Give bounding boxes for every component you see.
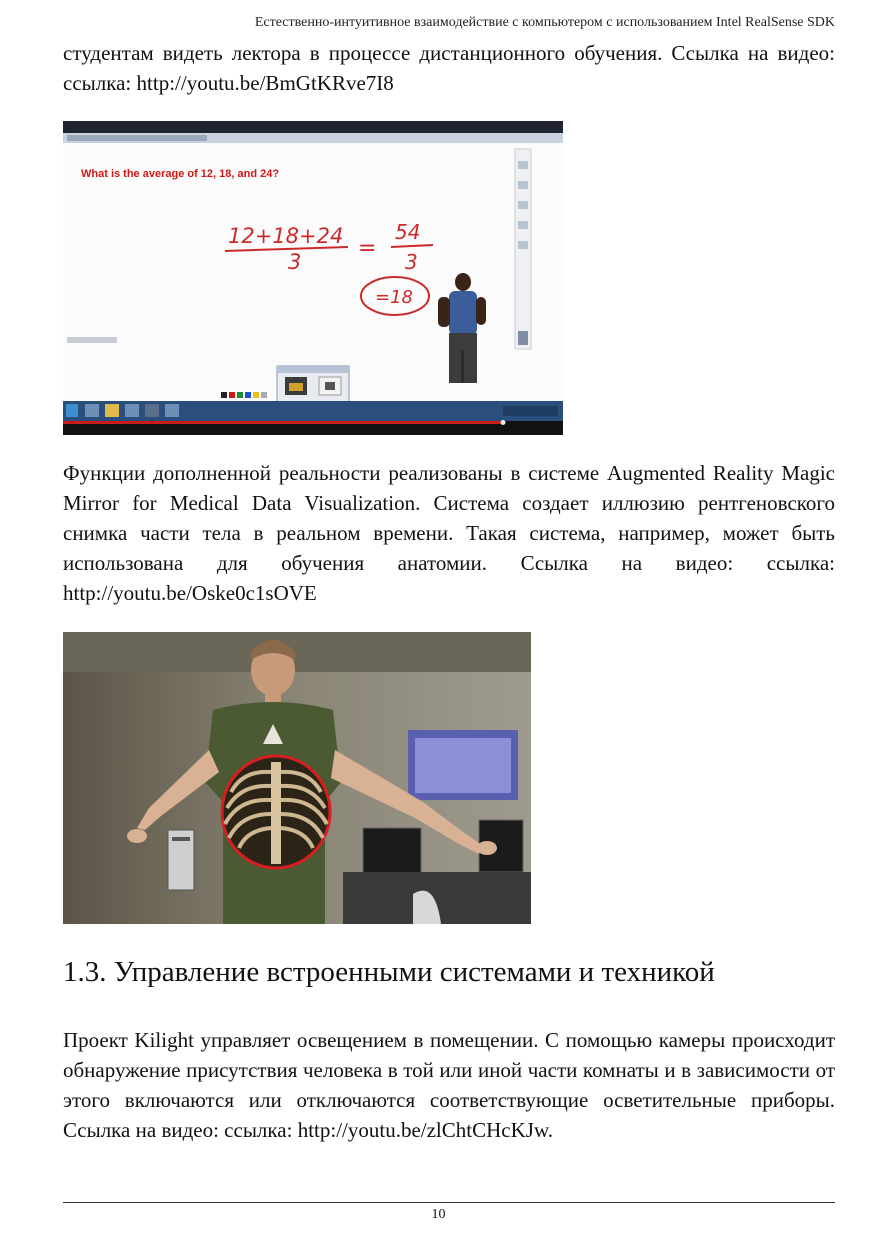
popup-dialog [277,366,349,404]
paragraph-kilight: Проект Kilight управляет освещением в помещении. С помощью камеры происходит обнаружение присутствия человека в той или иной части комнаты и в зависимости от этого включаются или отключаются соответствующие осветительные приборы. Ссылка на видео: ссылка: http://youtu.be/zlChtCHcKJw. [63,1028,835,1142]
running-header: Естественно-интуитивное взаимодействие с компьютером с использованием Intel RealSense SDK [254,15,835,30]
paragraph-augmented-reality: Функции дополненной реальности реализованы в системе Augmented Reality Magic Mirror for Medical Data Visualization. Система создает иллюзию рентгеновского снимка части тела в реальном времени. Такая система, например, может быть использована для обучения анатомии. Ссылка на видео: ссылка: http://youtu.be/Oske0c1sOVE [63,461,835,605]
whiteboard-question: What is the average of 12, 18, and 24? [81,168,280,180]
equation-denominator: 3 [288,250,302,274]
section-heading: 1.3. Управление встроенными системами и техникой [63,956,715,988]
result-numerator: 54 [395,220,421,244]
page-number: 10 [431,1207,446,1222]
footer-divider [63,1202,835,1203]
whiteboard-video-svg [63,121,563,435]
paragraph-intro: студентам видеть лектора в процессе дистанционного обучения. Ссылка на видео: ссылка: http://youtu.be/BmGtKRve7I8 [63,41,835,95]
equation-numerator: 12+18+24 [228,224,344,248]
figure-magic-mirror [63,632,531,924]
whiteboard [63,143,563,401]
room-ceiling [63,632,531,672]
result-denominator: 3 [405,250,418,274]
video-progress [63,421,503,424]
magic-mirror-svg [63,632,531,924]
ribcage-overlay [222,756,330,868]
monitor-right [363,828,421,874]
equation-equals: = [358,236,377,261]
figure-video-whiteboard [63,121,563,435]
answer-text: =18 [375,287,413,308]
window-titlebar [63,121,563,133]
